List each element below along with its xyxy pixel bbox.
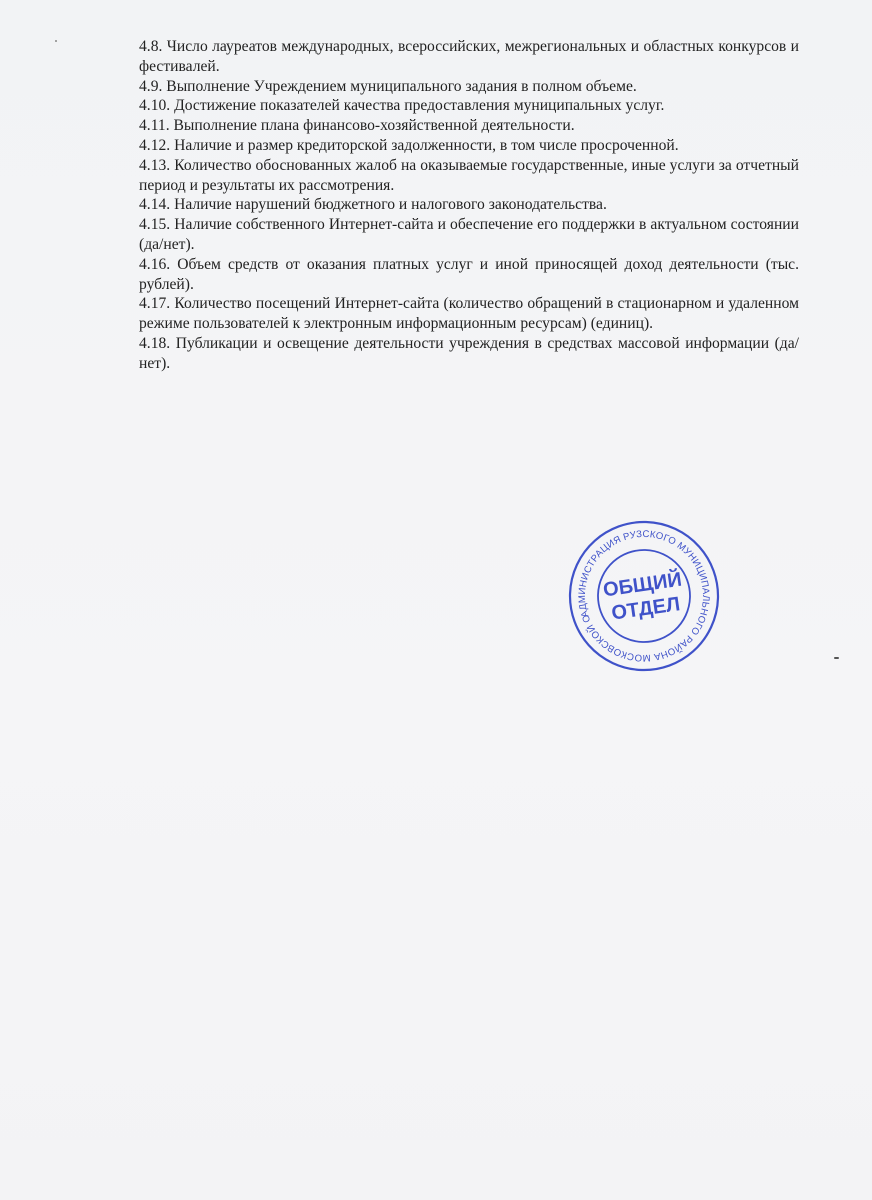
list-item: 4.10. Достижение показателей качества предоставления муниципальных услуг.	[139, 97, 665, 115]
list-item: 4.8. Число лауреатов международных, всероссийских, межрегиональных и областных конкурсов и фестивалей.	[139, 38, 799, 75]
criteria-list	[139, 37, 799, 374]
official-stamp	[567, 519, 721, 673]
stamp-center-line1: ОБЩИЙ	[601, 568, 684, 602]
scan-speck	[834, 657, 839, 659]
list-item: 4.14. Наличие нарушений бюджетного и налогового законодательства.	[139, 196, 607, 214]
list-item: 4.11. Выполнение плана финансово-хозяйственной деятельности.	[139, 117, 575, 135]
stamp-ring-text: АДМИНИСТРАЦИЯ РУЗСКОГО МУНИЦИПАЛЬНОГО РАЙОНА МОСКОВСКОЙ ОБЛАСТИ	[576, 528, 712, 664]
list-item: 4.13. Количество обоснованных жалоб на оказываемые государственные, иные услуги за отчетный период и результаты их рассмотрения.	[139, 156, 799, 194]
list-item: 4.15. Наличие собственного Интернет-сайта и обеспечение его поддержки в актуальном состоянии (да/нет).	[139, 216, 799, 253]
list-item: 4.17. Количество посещений Интернет-сайта (количество обращений в стационарном и удаленном режиме пользователей к электронным информационным ресурсам) (единиц).	[139, 295, 799, 333]
list-item: 4.12. Наличие и размер кредиторской задолженности, в том числе просроченной.	[139, 136, 679, 154]
list-item: 4.9. Выполнение Учреждением муниципального задания в полном объеме.	[139, 77, 637, 95]
list-item: 4.16. Объем средств от оказания платных услуг и иной приносящей доход деятельности (тыс. рублей).	[139, 255, 799, 293]
stamp-center-line2: ОТДЕЛ	[610, 593, 682, 625]
list-item: 4.18. Публикации и освещение деятельности учреждения в средствах массовой информации (да/нет).	[139, 334, 799, 372]
scan-speck	[55, 40, 57, 42]
stamp-outer-ring	[567, 519, 721, 673]
